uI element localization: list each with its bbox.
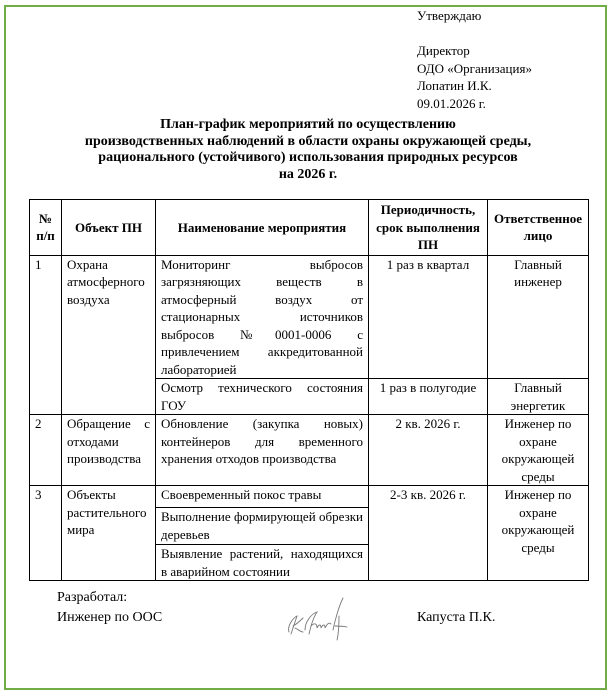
cell-period: 2-3 кв. 2026 г. (369, 486, 488, 581)
approval-label: Утверждаю (417, 8, 482, 23)
table-header-row (30, 200, 589, 256)
title-line: производственных наблюдений в области охраны окружающей среды, (84, 133, 532, 149)
signature-image (283, 596, 358, 641)
signature-stroke (289, 598, 347, 640)
cell-num: 1 (30, 255, 62, 415)
title-line: рационального (устойчивого) использования природных ресурсов (98, 150, 518, 165)
table-row (30, 486, 589, 508)
approval-organization: ОДО «Организация» (417, 60, 532, 76)
footer-block (57, 588, 162, 628)
header-activity: Наименование мероприятия (156, 200, 369, 256)
approval-date: 09.01.2026 г. (417, 95, 486, 111)
cell-period: 2 кв. 2026 г. (369, 415, 488, 486)
cell-period: 1 раз в полугодие (369, 379, 488, 415)
cell-responsible: Главный инженер (488, 255, 589, 379)
cell-num: 3 (30, 486, 62, 581)
cell-num: 2 (30, 415, 62, 486)
cell-responsible: Инженер по охране окружающей среды (488, 415, 589, 486)
developed-label: Разработал: (57, 590, 128, 605)
approval-name: Лопатин И.К. (417, 78, 492, 93)
spacer (417, 25, 532, 43)
cell-activity: Своевременный покос травы (156, 486, 369, 508)
table-row (30, 255, 589, 379)
header-num: № п/п (30, 200, 62, 256)
developer-position: Инженер по ООС (57, 610, 163, 625)
header-object: Объект ПН (62, 200, 156, 256)
cell-activity: Осмотр технического состояния ГОУ (156, 379, 369, 415)
cell-period: 1 раз в квартал (369, 255, 488, 379)
title-line: План-график мероприятий по осуществлению (160, 117, 456, 132)
cell-activity: Обновление (закупка новых) контейнеров для временного хранения отходов производства (156, 415, 369, 486)
header-period: Периодичность, срок выполнения ПН (369, 200, 488, 256)
cell-object: Охрана атмосферного воздуха (62, 255, 156, 415)
plan-table (29, 199, 589, 581)
title-line: на 2026 г. (278, 166, 338, 182)
cell-responsible: Главный энергетик (488, 379, 589, 415)
document-title (30, 117, 586, 183)
cell-object: Объекты растительного мира (62, 486, 156, 581)
cell-activity: Мониторинг выбросов загрязняющих веществ в атмосферный воздух от стационарных источников выбросов №0001-0006 с привлечением аккредитованной лабораторией (156, 255, 369, 379)
cell-object: Обращение с отходами производства (62, 415, 156, 486)
header-responsible: Ответственное лицо (488, 200, 589, 256)
cell-responsible: Инженер по охране окружающей среды (488, 486, 589, 581)
cell-activity: Выполнение формирующей обрезки деревьев (156, 508, 369, 545)
cell-activity: Выявление растений, находящихся в аварийном состоянии (156, 545, 369, 581)
table-row (30, 415, 589, 486)
approval-position: Директор (417, 43, 470, 58)
developer-name: Капуста П.К. (417, 610, 496, 625)
approval-block (417, 7, 532, 112)
